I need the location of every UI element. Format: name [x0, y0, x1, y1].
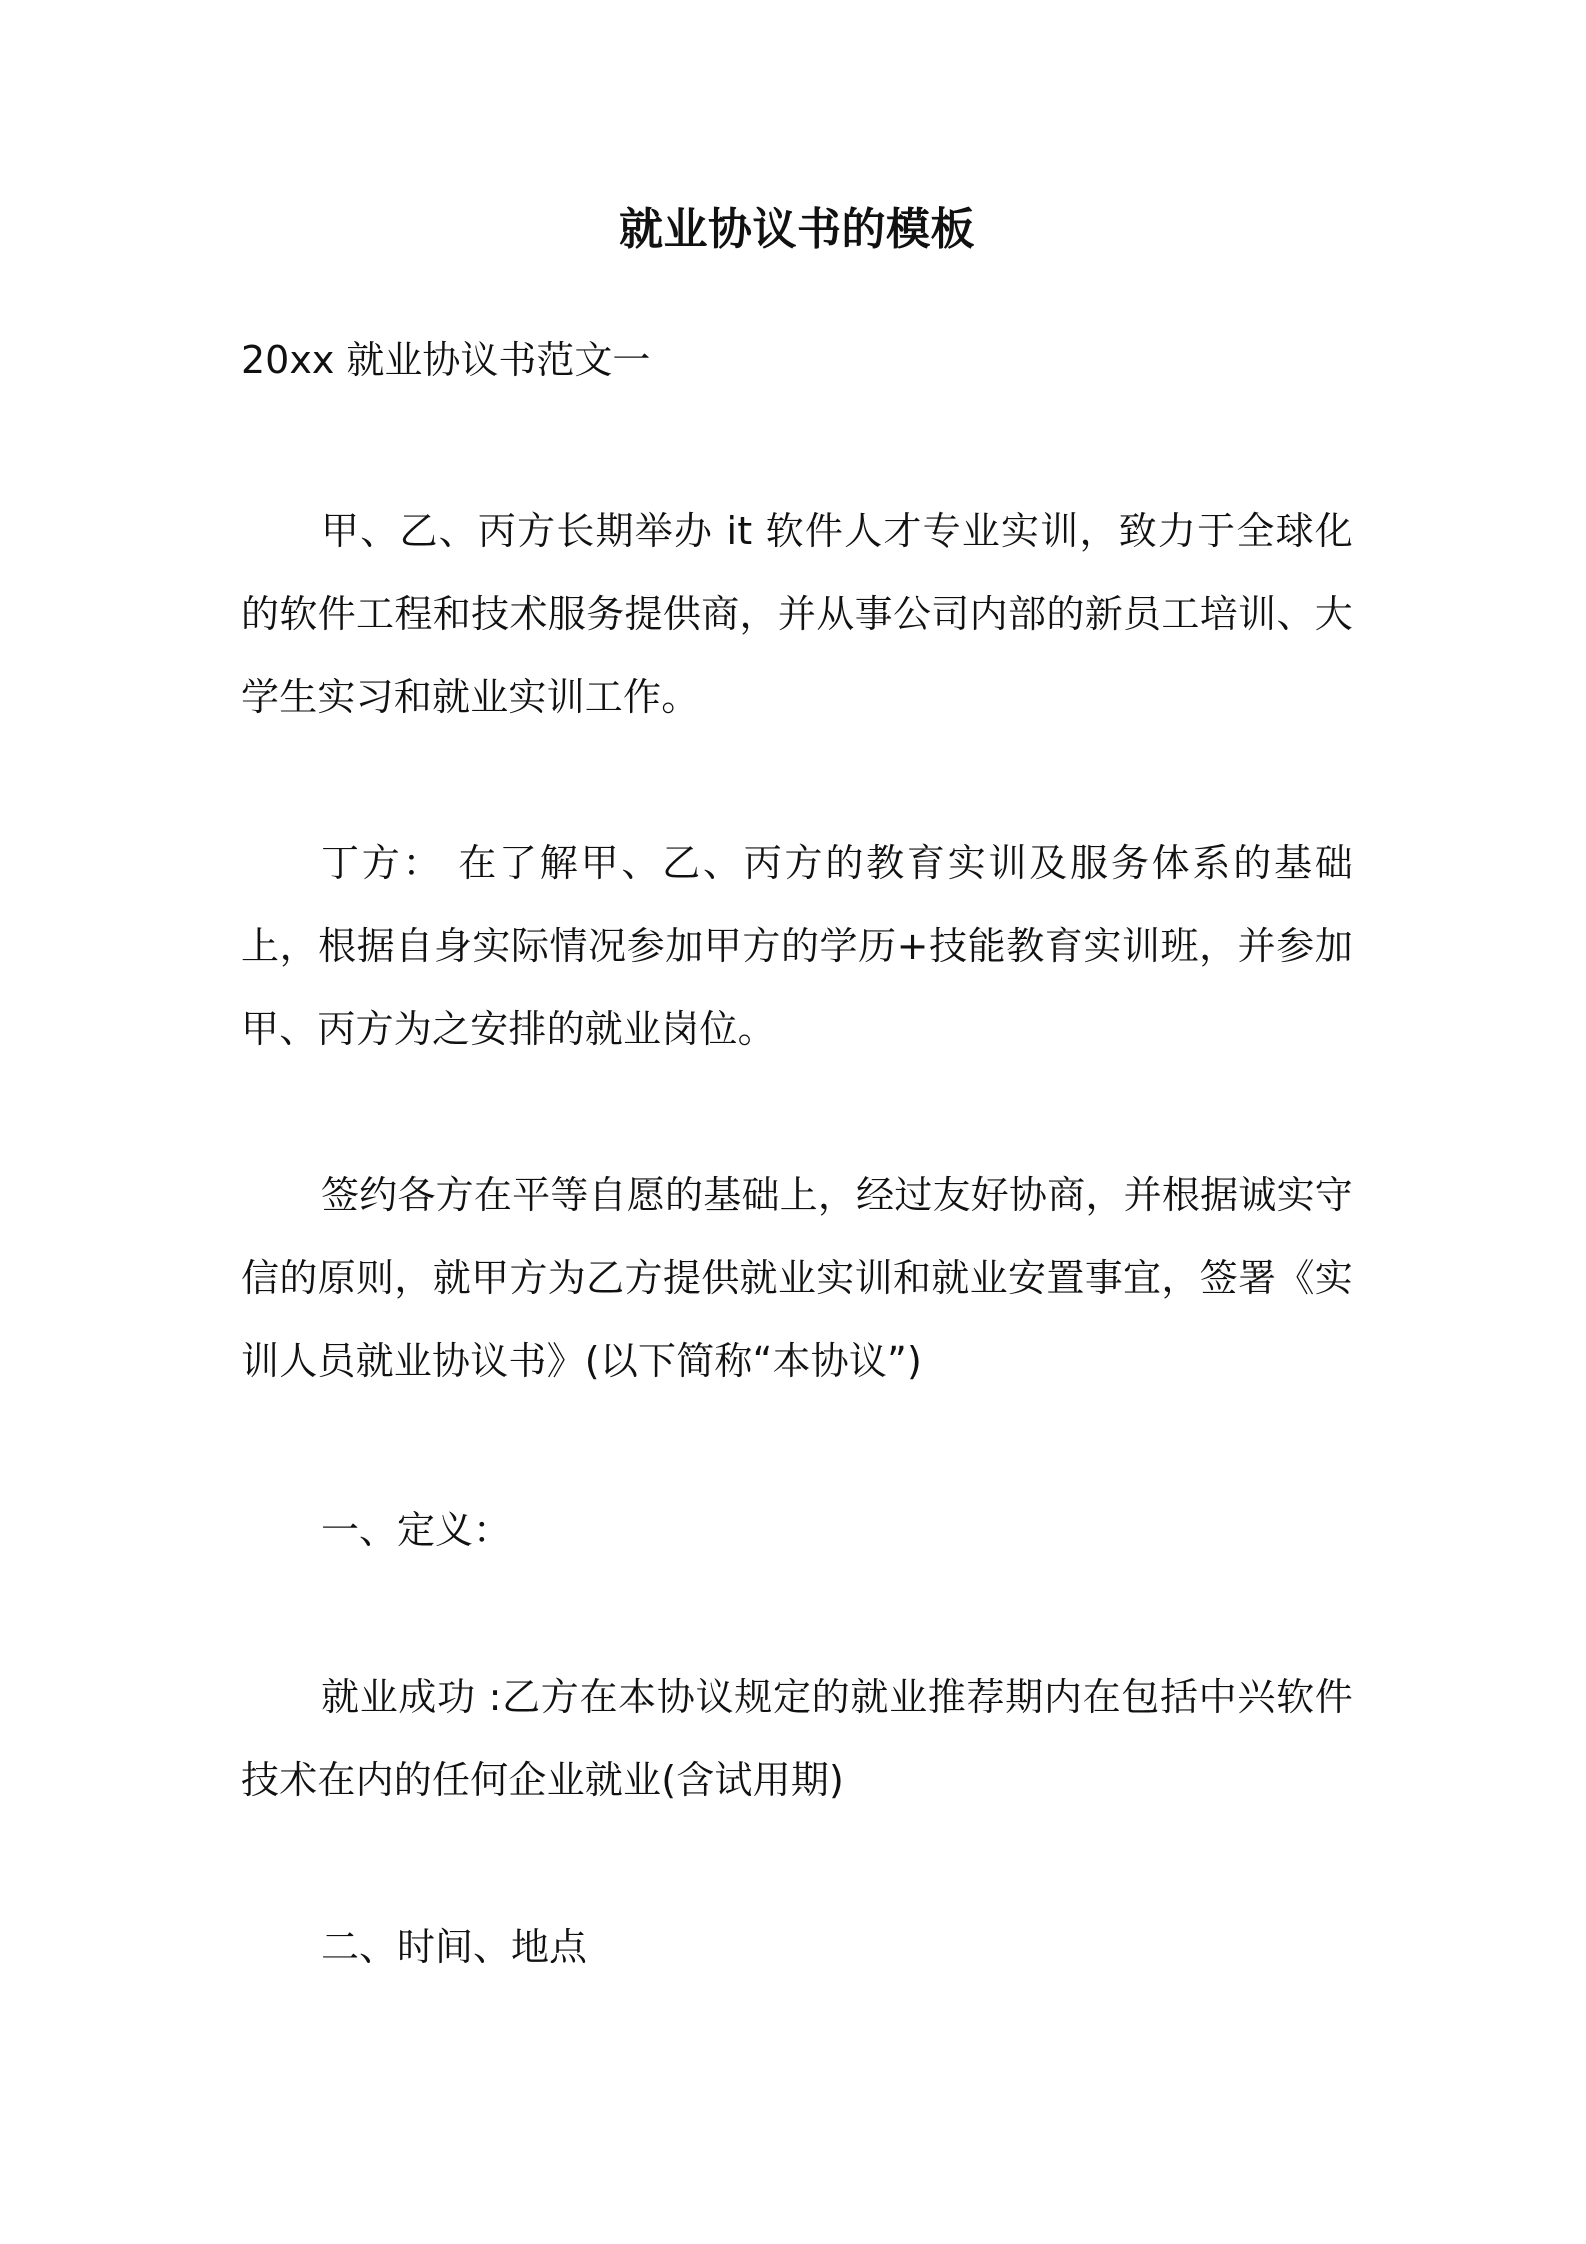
document-title: 就业协议书的模板 — [619, 204, 975, 255]
section-heading-definition: 一、定义： — [321, 1508, 512, 1552]
paragraph-employment-success: 就业成功 :乙方在本协议规定的就业推荐期内在包括中兴软件技术在内的任何企业就业(含试用期) — [241, 1675, 1353, 1802]
document-subtitle: 20xx 就业协议书范文一 — [241, 338, 651, 382]
section-heading-time-place: 二、时间、地点 — [321, 1925, 588, 1969]
paragraph-intro-parties: 甲、乙、丙方长期举办 it 软件人才专业实训，致力于全球化的软件工程和技术服务提供商，并从事公司内部的新员工培训、大学生实习和就业实训工作。 — [241, 509, 1353, 719]
paragraph-party-d: 丁方： 在了解甲、乙、丙方的教育实训及服务体系的基础上，根据自身实际情况参加甲方的学历+技能教育实训班，并参加甲、丙方为之安排的就业岗位。 — [241, 841, 1353, 1051]
paragraph-agreement-basis: 签约各方在平等自愿的基础上，经过友好协商，并根据诚实守信的原则，就甲方为乙方提供就业实训和就业安置事宜，签署《实训人员就业协议书》(以下简称“本协议”) — [241, 1173, 1353, 1383]
